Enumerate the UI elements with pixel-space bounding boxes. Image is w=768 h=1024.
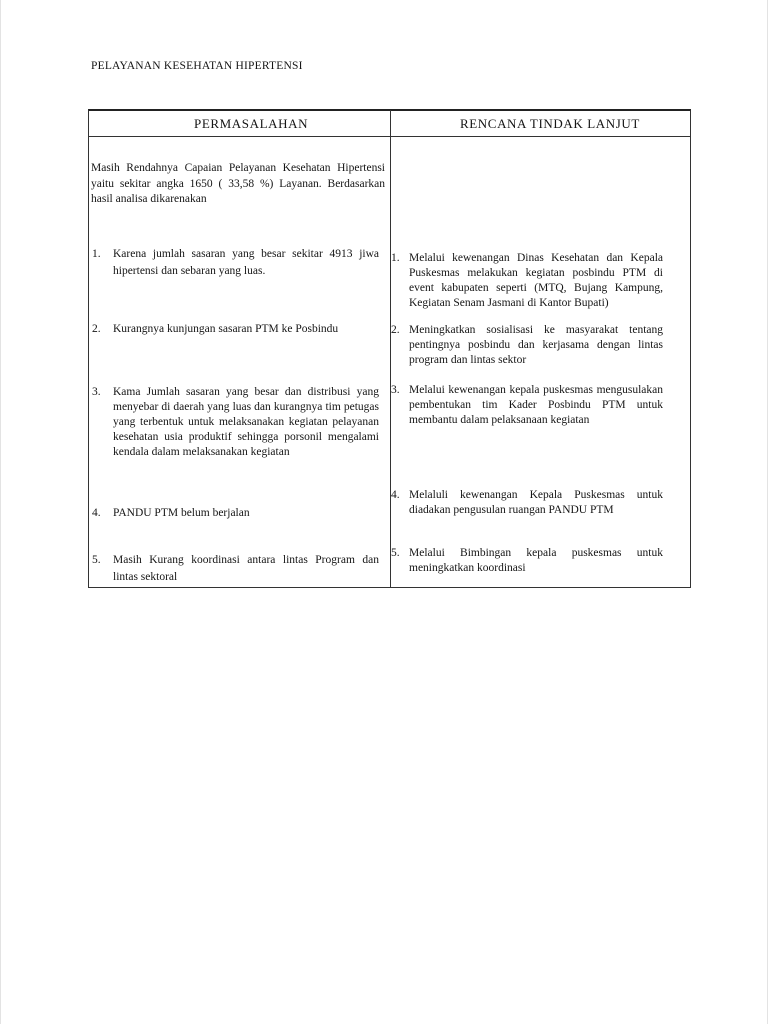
plan-number: 2.	[391, 324, 400, 336]
plan-item	[391, 488, 663, 518]
document-title: PELAYANAN KESEHATAN HIPERTENSI	[91, 60, 303, 72]
plan-text: Melalui kewenangan kepala puskesmas mengusulakan pembentukan tim Kader Posbindu PTM untuk membantu dalam pelaksanaan kegiatan	[409, 384, 663, 426]
problem-number: 2.	[92, 323, 101, 335]
table-header-problems: PERMASALAHAN	[194, 116, 309, 131]
plan-number: 3.	[391, 384, 400, 396]
problem-text: Karena jumlah sasaran yang besar sekitar 4913 jiwa hipertensi dan sebaran yang luas.	[113, 248, 379, 277]
problem-number: 5.	[92, 554, 101, 566]
plan-number: 1.	[391, 252, 400, 264]
plan-item	[391, 546, 663, 576]
problem-text: Masih Kurang koordinasi antara lintas Program dan lintas sektoral	[113, 554, 379, 583]
table-header-plans: RENCANA TINDAK LANJUT	[460, 116, 640, 131]
problem-text: Kurangnya kunjungan sasaran PTM ke Posbindu	[113, 323, 339, 335]
problem-item	[92, 246, 379, 280]
problem-number: 1.	[92, 248, 101, 260]
problem-text: PANDU PTM belum berjalan	[113, 507, 250, 519]
problem-item	[92, 552, 379, 586]
plan-number: 4.	[391, 489, 400, 501]
plan-text: Melalui Bimbingan kepala puskesmas untuk meningkatkan koordinasi	[409, 547, 663, 574]
plan-text: Melalui kewenangan Dinas Kesehatan dan Kepala Puskesmas melakukan kegiatan posbindu PTM di event kabupaten seperti (MTQ, Bujang Kampung, Kegiatan Senam Jasmani di Kantor Bupati)	[409, 252, 663, 309]
problem-item	[92, 506, 379, 521]
problem-text: Kama Jumlah sasaran yang besar dan distribusi yang menyebar di daerah yang luas dan kurangnya tim petugas yang terbentuk untuk melaksanakan kegiatan pelayanan kesehatan usia produktif sehingga porsonil mengalami kendala dalam melaksanakan kegiatan	[113, 386, 379, 458]
problem-number: 4.	[92, 507, 101, 519]
plan-item	[391, 251, 663, 311]
problem-item	[92, 322, 379, 337]
problem-item	[92, 385, 379, 460]
plan-number: 5.	[391, 547, 400, 559]
plan-text: Meningkatkan sosialisasi ke masyarakat tentang pentingnya posbindu dan kerjasama dengan lintas program dan lintas sektor	[409, 324, 663, 366]
plan-item	[391, 383, 663, 428]
plan-text: Melaluli kewenangan Kepala Puskesmas untuk diadakan pengusulan ruangan PANDU PTM	[409, 489, 663, 516]
problem-number: 3.	[92, 386, 101, 398]
problems-intro: Masih Rendahnya Capaian Pelayanan Kesehatan Hipertensi yaitu sekitar angka 1650 ( 33,58 %) Layanan. Berdasarkan hasil analisa dikarenakan	[91, 162, 385, 205]
plan-item	[391, 323, 663, 368]
